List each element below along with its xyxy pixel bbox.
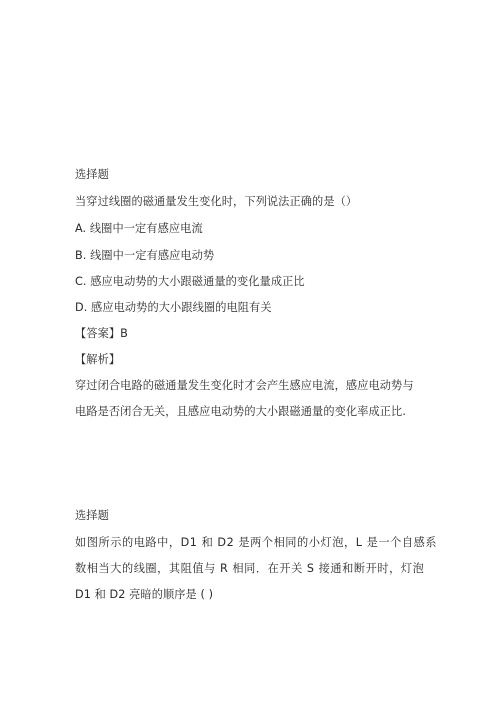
question-2-stem-line-1: 如图所示的电路中，D1 和 D2 是两个相同的小灯泡，L 是一个自感系	[75, 536, 438, 549]
question-2-type: 选择题	[75, 509, 109, 522]
question-1-type: 选择题	[75, 168, 109, 181]
question-1-analysis-line-2: 电路是否闭合无关，且感应电动势的大小跟磁通量的变化率成正比.	[75, 405, 406, 418]
question-2-stem-line-2: 数相当大的线圈，其阻值与 R 相同．在开关 S 接通和断开时，灯泡	[75, 562, 425, 575]
question-1-answer: 【答案】B	[75, 327, 128, 340]
question-1-option-a: A. 线圈中一定有感应电流	[75, 222, 203, 235]
question-1-analysis-line-1: 穿过闭合电路的磁通量发生变化时才会产生感应电流，感应电动势与	[75, 379, 414, 392]
question-1-analysis-label: 【解析】	[75, 353, 121, 366]
question-1-option-c: C. 感应电动势的大小跟磁通量的变化量成正比	[75, 275, 305, 288]
question-2-stem-line-3: D1 和 D2 亮暗的顺序是 ( )	[75, 588, 214, 601]
question-1-stem: 当穿过线圈的磁通量发生变化时，下列说法正确的是（）	[75, 195, 358, 208]
question-1-option-b: B. 线圈中一定有感应电动势	[75, 249, 215, 262]
question-1-option-d: D. 感应电动势的大小跟线圈的电阻有关	[75, 301, 272, 314]
